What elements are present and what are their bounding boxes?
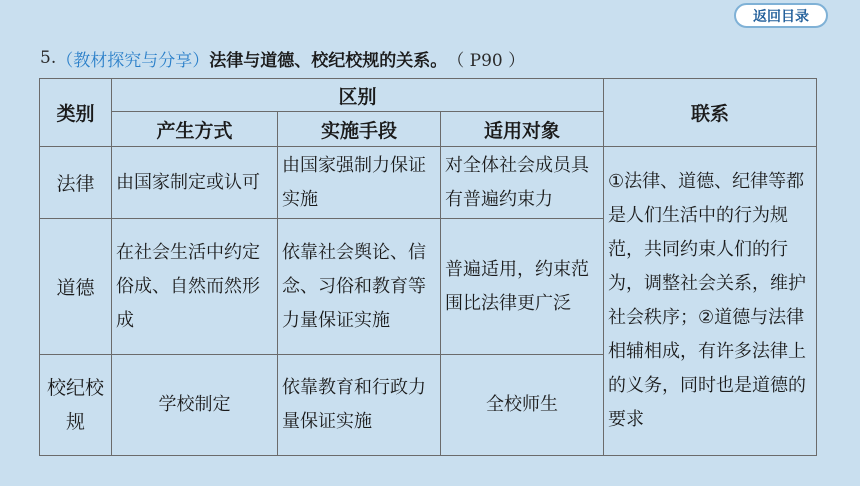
question-topic: 法律与道德、校纪校规的关系。 xyxy=(209,50,448,71)
comparison-table xyxy=(39,78,817,456)
question-number: 5. xyxy=(40,48,57,68)
law-origin: 由国家制定或认可 xyxy=(112,147,278,219)
relation-text: ①法律、道德、纪律等都是人们生活中的行为规范，共同约束人们的行为，调整社会关系，维护社会秩序；②道德与法律相辅相成，有许多法律上的义务，同时也是道德的要求 xyxy=(604,147,817,456)
row-label-school-rules: 校纪校规 xyxy=(40,355,112,456)
header-means: 实施手段 xyxy=(278,112,441,147)
school-rules-origin: 学校制定 xyxy=(112,355,278,456)
school-rules-means: 依靠教育和行政力量保证实施 xyxy=(278,355,441,456)
question-heading xyxy=(40,44,525,72)
morality-scope: 普遍适用，约束范围比法律更广泛 xyxy=(441,219,604,355)
header-scope: 适用对象 xyxy=(441,112,604,147)
header-origin: 产生方式 xyxy=(112,112,278,147)
header-relation: 联系 xyxy=(604,79,817,147)
morality-origin: 在社会生活中约定俗成、自然而然形成 xyxy=(112,219,278,355)
school-rules-scope: 全校师生 xyxy=(441,355,604,456)
morality-means: 依靠社会舆论、信念、习俗和教育等力量保证实施 xyxy=(278,219,441,355)
header-category: 类别 xyxy=(40,79,112,147)
return-to-contents-button[interactable]: 返回目录 xyxy=(734,3,828,28)
row-label-morality: 道德 xyxy=(40,219,112,355)
page-reference: （ P90 ） xyxy=(447,50,526,71)
law-means: 由国家强制力保证实施 xyxy=(278,147,441,219)
header-difference: 区别 xyxy=(112,79,604,112)
law-scope: 对全体社会成员具有普遍约束力 xyxy=(441,147,604,219)
row-label-law: 法律 xyxy=(40,147,112,219)
source-note: （教材探究与分享） xyxy=(56,50,210,71)
